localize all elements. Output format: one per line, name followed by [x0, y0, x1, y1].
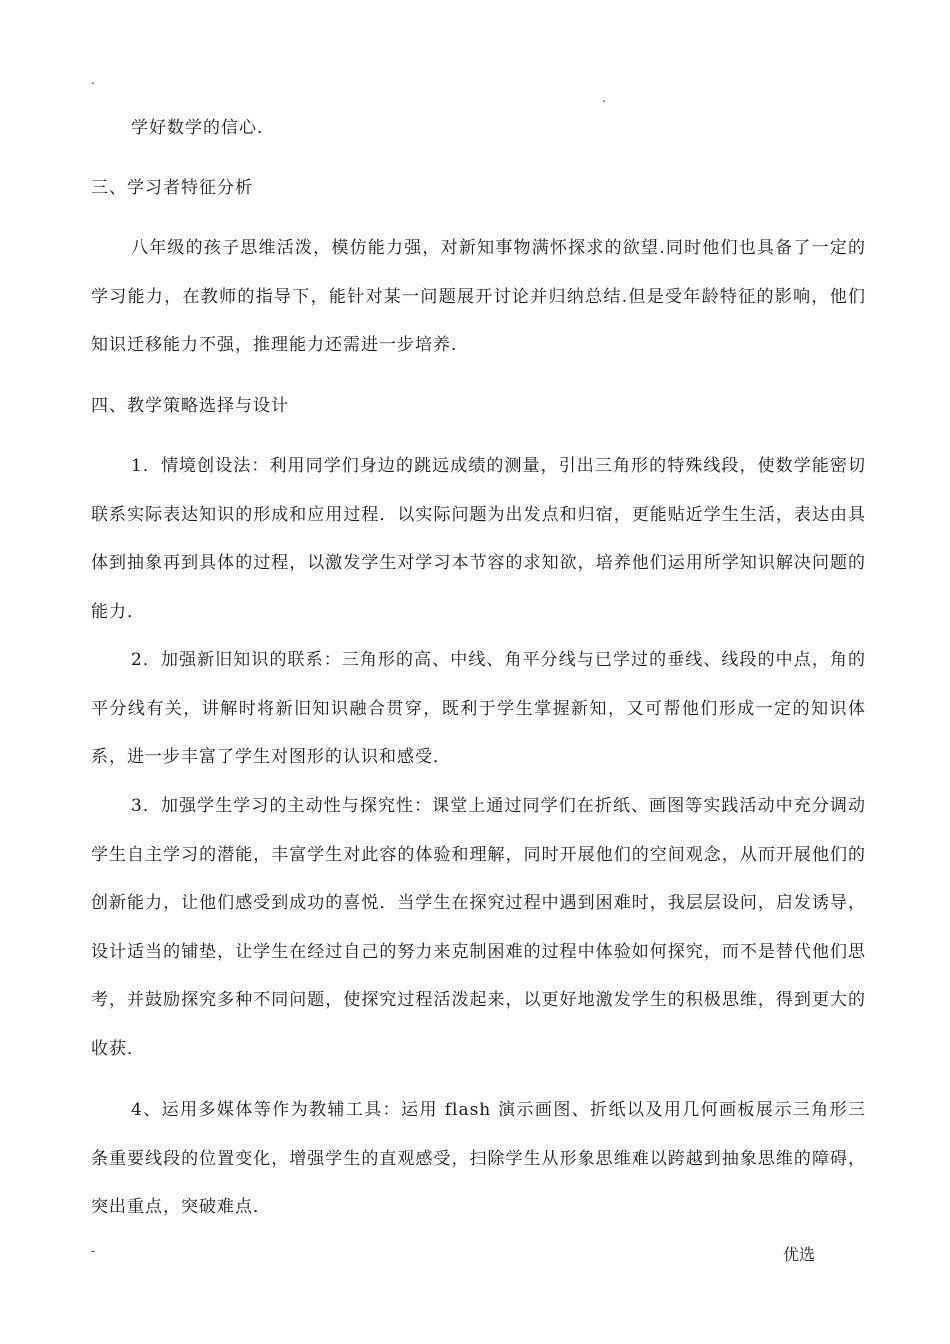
paragraph-strategy-2: 2．加强新旧知识的联系：三角形的高、中线、角平分线与已学过的垂线、线段的中点，角的平分线有关，讲解时将新旧知识融合贯穿，既利于学生掌握新知，又可帮他们形成一定的知识体系，进一步丰富了学生对图形的认识和感受． — [91, 650, 866, 767]
paragraph-strategy-4: 4、运用多媒体等作为教辅工具：运用 flash 演示画图、折纸以及用几何画板展示三角形三条重要线段的位置变化，增强学生的直观感受，扫除学生从形象思维难以跨越到抽象思维的障碍，突出重点，突破难点． — [91, 1100, 866, 1217]
header-mark-left: . — [91, 73, 95, 87]
section-heading-teaching-strategy: 四、教学策略选择与设计 — [91, 396, 289, 416]
section-heading-learner-analysis: 三、学习者特征分析 — [91, 178, 253, 198]
paragraph-strategy-1: 1．情境创设法：利用同学们身边的跳远成绩的测量，引出三角形的特殊线段，使数学能密切联系实际表达知识的形成和应用过程．以实际问题为出发点和归宿，更能贴近学生生活，表达由具体到抽象再到具体的过程，以激发学生对学习本节容的求知欲，培养他们运用所学知识解决问题的能力． — [91, 456, 866, 622]
footer-dash: - — [91, 1244, 96, 1258]
paragraph-learner-characteristics: 八年级的孩子思维活泼，模仿能力强，对新知事物满怀探求的欲望.同时他们也具备了一定的学习能力，在教师的指导下，能针对某一问题展开讨论并归纳总结.但是受年龄特征的影响，他们知识迁移能力不强，推理能力还需进一步培养. — [91, 238, 866, 355]
footer-label: 优选 — [783, 1245, 816, 1264]
paragraph-continuation: 学好数学的信心. — [131, 118, 264, 138]
paragraph-strategy-3: 3．加强学生学习的主动性与探究性：课堂上通过同学们在折纸、画图等实践活动中充分调动学生自主学习的潜能，丰富学生对此容的体验和理解，同时开展他们的空间观念，从而开展他们的创新能力，让他们感受到成功的喜悦．当学生在探究过程中遇到困难时，我层层设问，启发诱导，设计适当的铺垫，让学生在经过自己的努力来克制困难的过程中体验如何探究，而不是替代他们思考，并鼓励探究多种不同问题，使探究过程活泼起来，以更好地激发学生的积极思维，得到更大的收获． — [91, 796, 866, 1059]
header-mark-right: . — [602, 91, 606, 105]
